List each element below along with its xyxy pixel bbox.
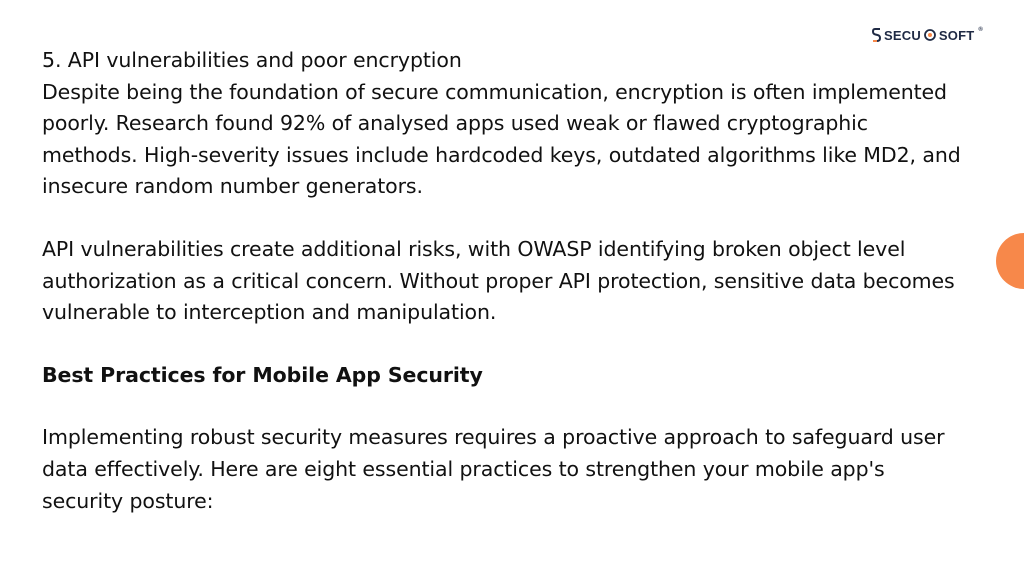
section-title: 5. API vulnerabilities and poor encryption (42, 48, 462, 72)
secureosoft-s-logo-icon (872, 27, 881, 43)
brand-name-left: SECU (884, 27, 921, 43)
brand-name-right: SOFT (938, 27, 975, 43)
paragraph-spacer (42, 329, 962, 360)
shield-o-icon (924, 29, 936, 41)
best-practices-heading: Best Practices for Mobile App Security (42, 362, 483, 387)
paragraph-spacer (42, 203, 962, 234)
decorative-orange-circle (996, 233, 1024, 289)
intro-paragraph: Implementing robust security measures requires a proactive approach to safeguard user data effectively. Here are eight essential practices to strengthen your mobile app's security posture: (42, 425, 945, 513)
registered-mark: ® (978, 27, 984, 33)
brand-logo (872, 27, 983, 43)
api-paragraph: API vulnerabilities create additional risks, with OWASP identifying broken object level authorization as a critical concern. Without proper API protection, sensitive data becomes vulnerable to interception and manipulation. (42, 236, 955, 325)
paragraph-spacer (42, 391, 962, 422)
article-body (42, 45, 962, 517)
encryption-paragraph: Despite being the foundation of secure communication, encryption is often implemented poorly. Research found 92% of analysed apps used weak or flawed cryptographic methods. High-severity issues include hardcoded keys, outdated algorithms like MD2, and insecure random number generators. (42, 79, 961, 199)
